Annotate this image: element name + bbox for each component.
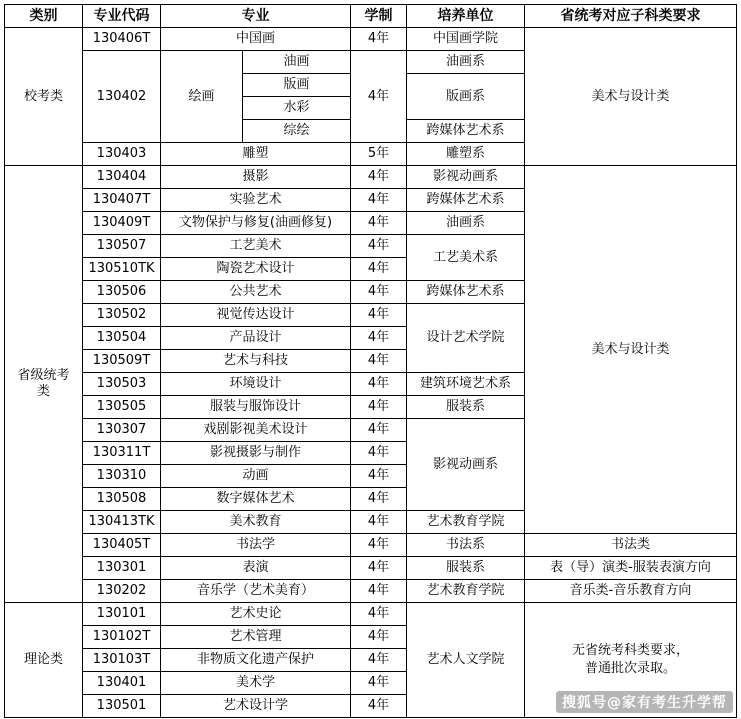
header-unit: 培养单位 — [407, 5, 525, 28]
code-cell: 130101 — [83, 603, 161, 626]
table-row — [5, 534, 737, 557]
code-cell: 130406T — [83, 28, 161, 51]
years-cell: 4年 — [351, 511, 407, 534]
code-cell: 130301 — [83, 557, 161, 580]
code-cell: 130103T — [83, 649, 161, 672]
years-cell: 4年 — [351, 488, 407, 511]
years-cell: 4年 — [351, 534, 407, 557]
table-row — [5, 557, 737, 580]
years-cell: 4年 — [351, 235, 407, 258]
unit-cell: 油画系 — [407, 212, 525, 235]
requirement-cell: 表（导）演类-服装表演方向 — [525, 557, 737, 580]
code-cell: 130102T — [83, 626, 161, 649]
code-cell: 130310 — [83, 465, 161, 488]
major-cell: 表演 — [161, 557, 351, 580]
major-cell: 动画 — [161, 465, 351, 488]
unit-cell: 服装系 — [407, 557, 525, 580]
years-cell: 4年 — [351, 212, 407, 235]
years-cell: 4年 — [351, 419, 407, 442]
major-cell: 影视摄影与制作 — [161, 442, 351, 465]
major-cell: 非物质文化遗产保护 — [161, 649, 351, 672]
major-cell: 产品设计 — [161, 327, 351, 350]
major-cell: 摄影 — [161, 166, 351, 189]
unit-cell: 雕塑系 — [407, 143, 525, 166]
table-row — [5, 166, 737, 189]
code-cell: 130505 — [83, 396, 161, 419]
unit-cell: 艺术人文学院 — [407, 603, 525, 718]
major-cell: 公共艺术 — [161, 281, 351, 304]
code-cell: 130510TK — [83, 258, 161, 281]
unit-cell: 书法系 — [407, 534, 525, 557]
years-cell: 4年 — [351, 304, 407, 327]
years-cell: 4年 — [351, 465, 407, 488]
header-code: 专业代码 — [83, 5, 161, 28]
years-cell: 4年 — [351, 51, 407, 143]
code-cell: 130409T — [83, 212, 161, 235]
years-cell: 4年 — [351, 442, 407, 465]
major-cell: 视觉传达设计 — [161, 304, 351, 327]
unit-cell: 跨媒体艺术系 — [407, 189, 525, 212]
table-row — [5, 28, 737, 51]
code-cell: 130501 — [83, 695, 161, 718]
code-cell: 130402 — [83, 51, 161, 143]
unit-cell: 中国画学院 — [407, 28, 525, 51]
years-cell: 5年 — [351, 143, 407, 166]
category-school: 校考类 — [5, 28, 83, 166]
major-cell: 中国画 — [161, 28, 351, 51]
code-cell: 130504 — [83, 327, 161, 350]
years-cell: 4年 — [351, 626, 407, 649]
unit-cell: 服装系 — [407, 396, 525, 419]
header-category: 类别 — [5, 5, 83, 28]
code-cell: 130403 — [83, 143, 161, 166]
code-cell: 130508 — [83, 488, 161, 511]
requirement-cell: 书法类 — [525, 534, 737, 557]
unit-cell: 影视动画系 — [407, 419, 525, 511]
header-major: 专业 — [161, 5, 351, 28]
major-cell: 服装与服饰设计 — [161, 396, 351, 419]
unit-cell: 艺术教育学院 — [407, 580, 525, 603]
code-cell: 130506 — [83, 281, 161, 304]
unit-cell: 艺术教育学院 — [407, 511, 525, 534]
category-province: 省级统考类 — [5, 166, 83, 603]
years-cell: 4年 — [351, 166, 407, 189]
years-cell: 4年 — [351, 396, 407, 419]
code-cell: 130401 — [83, 672, 161, 695]
category-theory: 理论类 — [5, 603, 83, 718]
years-cell: 4年 — [351, 603, 407, 626]
years-cell: 4年 — [351, 350, 407, 373]
sub-major-cell: 水彩 — [243, 97, 351, 120]
major-cell: 环境设计 — [161, 373, 351, 396]
years-cell: 4年 — [351, 580, 407, 603]
unit-cell: 跨媒体艺术系 — [407, 281, 525, 304]
code-cell: 130507 — [83, 235, 161, 258]
header-years: 学制 — [351, 5, 407, 28]
requirement-school: 美术与设计类 — [525, 28, 737, 166]
code-cell: 130509T — [83, 350, 161, 373]
header-requirement: 省统考对应子科类要求 — [525, 5, 737, 28]
years-cell: 4年 — [351, 258, 407, 281]
table-row — [5, 603, 737, 626]
code-cell: 130202 — [83, 580, 161, 603]
sub-major-cell: 综绘 — [243, 120, 351, 143]
requirement-theory-line1: 无省统考科类要求， — [571, 643, 689, 658]
major-cell: 书法学 — [161, 534, 351, 557]
unit-cell: 版画系 — [407, 74, 525, 120]
code-cell: 130404 — [83, 166, 161, 189]
major-cell: 美术教育 — [161, 511, 351, 534]
code-cell: 130503 — [83, 373, 161, 396]
major-cell: 艺术史论 — [161, 603, 351, 626]
code-cell: 130413TK — [83, 511, 161, 534]
code-cell: 130405T — [83, 534, 161, 557]
major-cell: 音乐学（艺术美育） — [161, 580, 351, 603]
majors-table — [4, 4, 737, 718]
major-cell: 雕塑 — [161, 143, 351, 166]
major-cell: 艺术设计学 — [161, 695, 351, 718]
major-cell: 文物保护与修复(油画修复) — [161, 212, 351, 235]
code-cell: 130502 — [83, 304, 161, 327]
years-cell: 4年 — [351, 695, 407, 718]
years-cell: 4年 — [351, 281, 407, 304]
code-cell: 130407T — [83, 189, 161, 212]
requirement-province: 美术与设计类 — [525, 166, 737, 534]
table-row — [5, 580, 737, 603]
major-cell: 数字媒体艺术 — [161, 488, 351, 511]
major-cell: 陶瓷艺术设计 — [161, 258, 351, 281]
major-cell: 艺术与科技 — [161, 350, 351, 373]
watermark: 搜狐号@家有考生升学帮 — [556, 691, 733, 713]
major-cell: 艺术管理 — [161, 626, 351, 649]
major-cell: 戏剧影视美术设计 — [161, 419, 351, 442]
unit-cell: 工艺美术系 — [407, 235, 525, 281]
years-cell: 4年 — [351, 649, 407, 672]
code-cell: 130307 — [83, 419, 161, 442]
requirement-cell: 音乐类-音乐教育方向 — [525, 580, 737, 603]
unit-cell: 油画系 — [407, 51, 525, 74]
major-cell: 工艺美术 — [161, 235, 351, 258]
unit-cell: 跨媒体艺术系 — [407, 120, 525, 143]
major-cell: 实验艺术 — [161, 189, 351, 212]
sub-major-cell: 油画 — [243, 51, 351, 74]
header-row — [5, 5, 737, 28]
major-cell: 美术学 — [161, 672, 351, 695]
years-cell: 4年 — [351, 28, 407, 51]
unit-cell: 设计艺术学院 — [407, 304, 525, 373]
requirement-theory-line2: 普通批次录取。 — [584, 661, 676, 676]
years-cell: 4年 — [351, 373, 407, 396]
years-cell: 4年 — [351, 327, 407, 350]
unit-cell: 建筑环境艺术系 — [407, 373, 525, 396]
code-cell: 130311T — [83, 442, 161, 465]
unit-cell: 影视动画系 — [407, 166, 525, 189]
years-cell: 4年 — [351, 672, 407, 695]
sub-major-cell: 版画 — [243, 74, 351, 97]
major-cell: 绘画 — [161, 51, 243, 143]
years-cell: 4年 — [351, 189, 407, 212]
years-cell: 4年 — [351, 557, 407, 580]
